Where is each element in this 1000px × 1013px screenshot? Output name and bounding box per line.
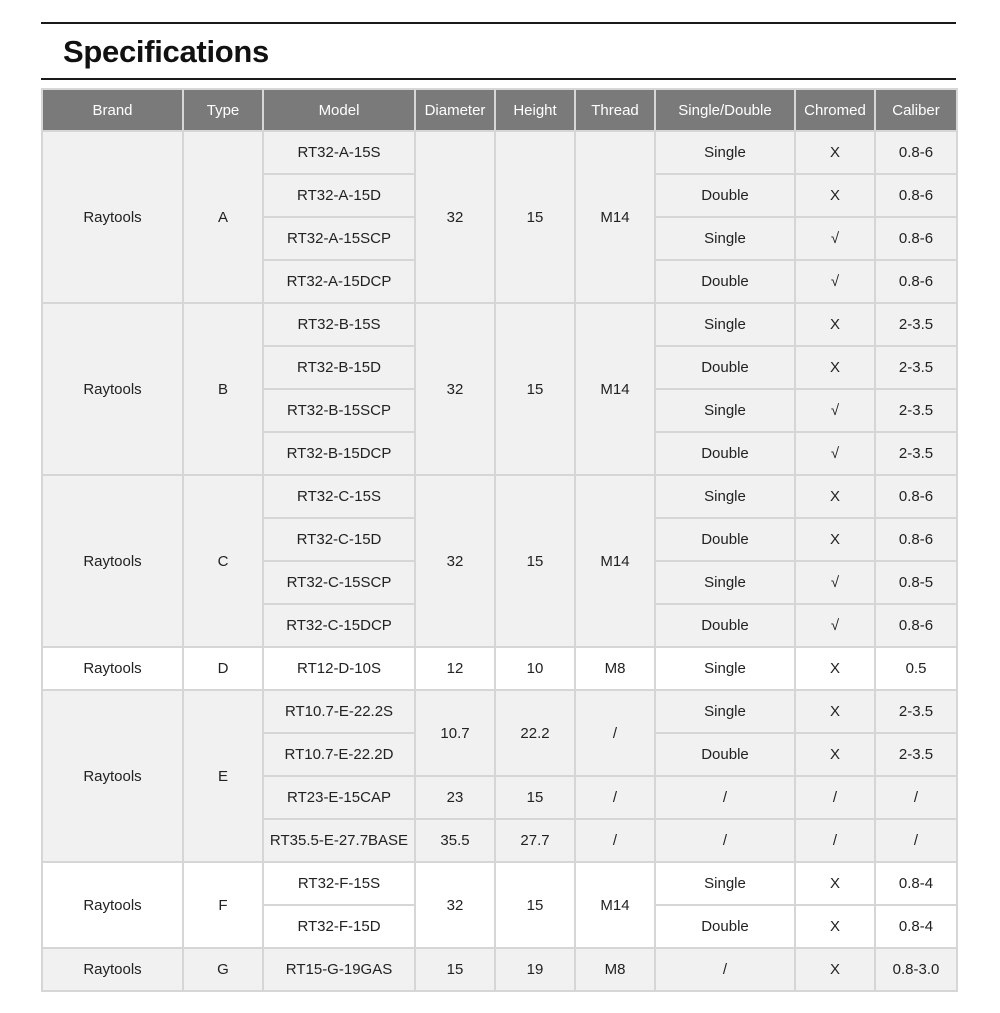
chromed-cell: X bbox=[795, 690, 875, 733]
diameter-cell: 35.5 bbox=[415, 819, 495, 862]
height-cell: 15 bbox=[495, 303, 575, 475]
single-double-cell: Double bbox=[655, 518, 795, 561]
model-cell: RT32-F-15S bbox=[263, 862, 415, 905]
caliber-cell: 0.8-6 bbox=[875, 518, 957, 561]
top-rule bbox=[41, 22, 956, 24]
single-double-cell: Double bbox=[655, 346, 795, 389]
col-header-diameter: Diameter bbox=[415, 89, 495, 131]
single-double-cell: Double bbox=[655, 733, 795, 776]
col-header-brand: Brand bbox=[42, 89, 183, 131]
height-cell: 15 bbox=[495, 475, 575, 647]
col-header-thread: Thread bbox=[575, 89, 655, 131]
model-cell: RT10.7-E-22.2S bbox=[263, 690, 415, 733]
chromed-cell: / bbox=[795, 776, 875, 819]
header-row bbox=[42, 89, 957, 131]
model-cell: RT32-B-15SCP bbox=[263, 389, 415, 432]
type-cell: A bbox=[183, 131, 263, 303]
diameter-cell: 15 bbox=[415, 948, 495, 991]
chromed-cell: X bbox=[795, 905, 875, 948]
type-cell: D bbox=[183, 647, 263, 690]
single-double-cell: / bbox=[655, 776, 795, 819]
diameter-cell: 32 bbox=[415, 131, 495, 303]
caliber-cell: 2-3.5 bbox=[875, 432, 957, 475]
single-double-cell: Double bbox=[655, 432, 795, 475]
model-cell: RT32-C-15S bbox=[263, 475, 415, 518]
caliber-cell: 0.8-3.0 bbox=[875, 948, 957, 991]
single-double-cell: Single bbox=[655, 389, 795, 432]
thread-cell: / bbox=[575, 819, 655, 862]
height-cell: 10 bbox=[495, 647, 575, 690]
brand-cell: Raytools bbox=[42, 948, 183, 991]
single-double-cell: Single bbox=[655, 647, 795, 690]
table-row bbox=[42, 131, 957, 174]
brand-cell: Raytools bbox=[42, 475, 183, 647]
specifications-table bbox=[41, 88, 958, 992]
thread-cell: M8 bbox=[575, 948, 655, 991]
model-cell: RT23-E-15CAP bbox=[263, 776, 415, 819]
chromed-cell: √ bbox=[795, 389, 875, 432]
caliber-cell: 2-3.5 bbox=[875, 389, 957, 432]
table-row bbox=[42, 303, 957, 346]
caliber-cell: 0.8-5 bbox=[875, 561, 957, 604]
height-cell: 15 bbox=[495, 131, 575, 303]
chromed-cell: X bbox=[795, 948, 875, 991]
model-cell: RT32-A-15DCP bbox=[263, 260, 415, 303]
caliber-cell: 2-3.5 bbox=[875, 690, 957, 733]
chromed-cell: √ bbox=[795, 260, 875, 303]
model-cell: RT35.5-E-27.7BASE bbox=[263, 819, 415, 862]
height-cell: 19 bbox=[495, 948, 575, 991]
diameter-cell: 10.7 bbox=[415, 690, 495, 776]
chromed-cell: X bbox=[795, 518, 875, 561]
caliber-cell: / bbox=[875, 776, 957, 819]
type-cell: C bbox=[183, 475, 263, 647]
model-cell: RT32-C-15D bbox=[263, 518, 415, 561]
table-row bbox=[42, 475, 957, 518]
caliber-cell: 2-3.5 bbox=[875, 346, 957, 389]
chromed-cell: X bbox=[795, 346, 875, 389]
model-cell: RT32-B-15D bbox=[263, 346, 415, 389]
model-cell: RT32-C-15SCP bbox=[263, 561, 415, 604]
chromed-cell: X bbox=[795, 647, 875, 690]
thread-cell: M14 bbox=[575, 131, 655, 303]
table-row bbox=[42, 862, 957, 905]
diameter-cell: 12 bbox=[415, 647, 495, 690]
chromed-cell: √ bbox=[795, 432, 875, 475]
type-cell: B bbox=[183, 303, 263, 475]
caliber-cell: 0.8-6 bbox=[875, 174, 957, 217]
diameter-cell: 32 bbox=[415, 303, 495, 475]
caliber-cell: 2-3.5 bbox=[875, 303, 957, 346]
height-cell: 27.7 bbox=[495, 819, 575, 862]
thread-cell: M8 bbox=[575, 647, 655, 690]
model-cell: RT32-A-15SCP bbox=[263, 217, 415, 260]
model-cell: RT15-G-19GAS bbox=[263, 948, 415, 991]
chromed-cell: X bbox=[795, 862, 875, 905]
chromed-cell: / bbox=[795, 819, 875, 862]
brand-cell: Raytools bbox=[42, 647, 183, 690]
brand-cell: Raytools bbox=[42, 303, 183, 475]
model-cell: RT32-B-15DCP bbox=[263, 432, 415, 475]
brand-cell: Raytools bbox=[42, 862, 183, 948]
table-body bbox=[42, 131, 957, 991]
thread-cell: / bbox=[575, 690, 655, 776]
single-double-cell: Single bbox=[655, 475, 795, 518]
single-double-cell: Double bbox=[655, 604, 795, 647]
height-cell: 15 bbox=[495, 862, 575, 948]
model-cell: RT10.7-E-22.2D bbox=[263, 733, 415, 776]
model-cell: RT32-F-15D bbox=[263, 905, 415, 948]
chromed-cell: X bbox=[795, 303, 875, 346]
type-cell: G bbox=[183, 948, 263, 991]
chromed-cell: X bbox=[795, 131, 875, 174]
single-double-cell: Double bbox=[655, 260, 795, 303]
table-row bbox=[42, 948, 957, 991]
caliber-cell: 2-3.5 bbox=[875, 733, 957, 776]
col-header-single-double: Single/Double bbox=[655, 89, 795, 131]
single-double-cell: Single bbox=[655, 131, 795, 174]
diameter-cell: 32 bbox=[415, 475, 495, 647]
col-header-model: Model bbox=[263, 89, 415, 131]
model-cell: RT12-D-10S bbox=[263, 647, 415, 690]
thread-cell: M14 bbox=[575, 475, 655, 647]
brand-cell: Raytools bbox=[42, 131, 183, 303]
single-double-cell: Single bbox=[655, 690, 795, 733]
col-header-chromed: Chromed bbox=[795, 89, 875, 131]
caliber-cell: 0.8-6 bbox=[875, 260, 957, 303]
height-cell: 22.2 bbox=[495, 690, 575, 776]
single-double-cell: Double bbox=[655, 174, 795, 217]
type-cell: E bbox=[183, 690, 263, 862]
table-row bbox=[42, 647, 957, 690]
single-double-cell: Single bbox=[655, 561, 795, 604]
single-double-cell: Single bbox=[655, 862, 795, 905]
chromed-cell: √ bbox=[795, 604, 875, 647]
caliber-cell: 0.8-4 bbox=[875, 905, 957, 948]
single-double-cell: Single bbox=[655, 217, 795, 260]
model-cell: RT32-C-15DCP bbox=[263, 604, 415, 647]
caliber-cell: 0.5 bbox=[875, 647, 957, 690]
diameter-cell: 23 bbox=[415, 776, 495, 819]
chromed-cell: X bbox=[795, 174, 875, 217]
col-header-caliber: Caliber bbox=[875, 89, 957, 131]
caliber-cell: 0.8-6 bbox=[875, 475, 957, 518]
caliber-cell: 0.8-4 bbox=[875, 862, 957, 905]
caliber-cell: 0.8-6 bbox=[875, 131, 957, 174]
table-row bbox=[42, 690, 957, 733]
thread-cell: M14 bbox=[575, 862, 655, 948]
brand-cell: Raytools bbox=[42, 690, 183, 862]
height-cell: 15 bbox=[495, 776, 575, 819]
bottom-rule bbox=[41, 78, 956, 80]
chromed-cell: X bbox=[795, 475, 875, 518]
chromed-cell: √ bbox=[795, 217, 875, 260]
page-title: Specifications bbox=[63, 34, 269, 69]
single-double-cell: Single bbox=[655, 303, 795, 346]
chromed-cell: √ bbox=[795, 561, 875, 604]
col-header-type: Type bbox=[183, 89, 263, 131]
single-double-cell: / bbox=[655, 819, 795, 862]
type-cell: F bbox=[183, 862, 263, 948]
diameter-cell: 32 bbox=[415, 862, 495, 948]
model-cell: RT32-B-15S bbox=[263, 303, 415, 346]
thread-cell: / bbox=[575, 776, 655, 819]
chromed-cell: X bbox=[795, 733, 875, 776]
caliber-cell: / bbox=[875, 819, 957, 862]
single-double-cell: / bbox=[655, 948, 795, 991]
model-cell: RT32-A-15D bbox=[263, 174, 415, 217]
model-cell: RT32-A-15S bbox=[263, 131, 415, 174]
col-header-height: Height bbox=[495, 89, 575, 131]
thread-cell: M14 bbox=[575, 303, 655, 475]
single-double-cell: Double bbox=[655, 905, 795, 948]
caliber-cell: 0.8-6 bbox=[875, 604, 957, 647]
caliber-cell: 0.8-6 bbox=[875, 217, 957, 260]
